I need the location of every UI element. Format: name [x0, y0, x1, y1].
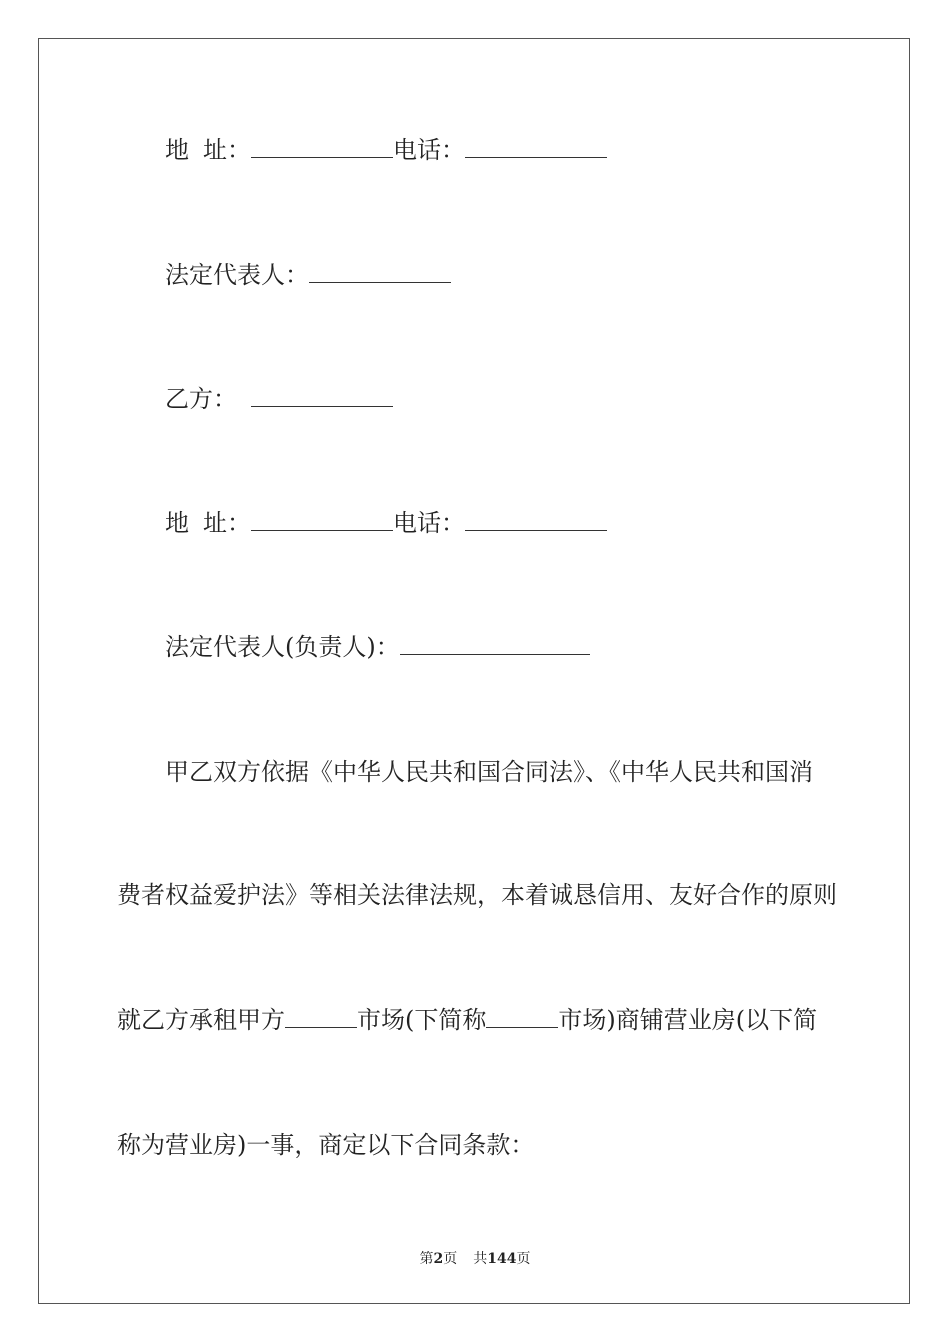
- page-prefix: 第: [419, 1251, 434, 1267]
- address-label-2: 址：: [203, 509, 251, 537]
- total-prefix: 共: [473, 1251, 488, 1267]
- party-b-label: 乙方：: [165, 385, 237, 413]
- legal-rep-blank[interactable]: [400, 636, 590, 655]
- address-label: 地: [165, 509, 189, 537]
- phone-label: 电话：: [393, 136, 465, 164]
- party-b-blank[interactable]: [251, 388, 393, 407]
- legal-rep-blank[interactable]: [309, 264, 451, 283]
- address-label: 地: [165, 136, 189, 164]
- total-pages: 144: [487, 1251, 517, 1267]
- party-b-address-line: [165, 508, 885, 538]
- body-line-4: 称为营业房)一事，商定以下合同条款：: [117, 1131, 535, 1159]
- page-suffix: 页: [443, 1251, 458, 1267]
- legal-rep-label: 法定代表人(负责人)：: [165, 633, 400, 661]
- address-label-2: 址：: [203, 136, 251, 164]
- page-number: 2: [433, 1251, 444, 1267]
- body-line-3: [117, 1005, 837, 1035]
- legal-rep-label: 法定代表人：: [165, 261, 309, 289]
- total-suffix: 页: [516, 1251, 531, 1267]
- body-line-3-part-c: 市场)商铺营业房(以下简: [558, 1006, 818, 1034]
- address-blank[interactable]: [251, 512, 393, 531]
- market-name-blank[interactable]: [285, 1009, 357, 1028]
- phone-blank[interactable]: [465, 139, 607, 158]
- phone-label: 电话：: [393, 509, 465, 537]
- party-a-address-line: [165, 135, 885, 165]
- body-line-2: 费者权益爱护法》等相关法律法规，本着诚恳信用、友好合作的原则: [117, 881, 837, 909]
- party-a-rep-line: [165, 260, 885, 290]
- address-blank[interactable]: [251, 139, 393, 158]
- body-line-3-part-b: 市场(下简称: [357, 1006, 487, 1034]
- party-b-rep-line: [165, 632, 885, 662]
- body-line-3-part-a: 就乙方承租甲方: [117, 1006, 285, 1034]
- body-line-1: 甲乙双方依据《中华人民共和国合同法》、《中华人民共和国消: [165, 758, 813, 786]
- party-b-line: [165, 384, 885, 414]
- page-footer: [0, 1248, 950, 1268]
- market-short-name-blank[interactable]: [486, 1009, 558, 1028]
- phone-blank[interactable]: [465, 512, 607, 531]
- page-border: [38, 38, 910, 1304]
